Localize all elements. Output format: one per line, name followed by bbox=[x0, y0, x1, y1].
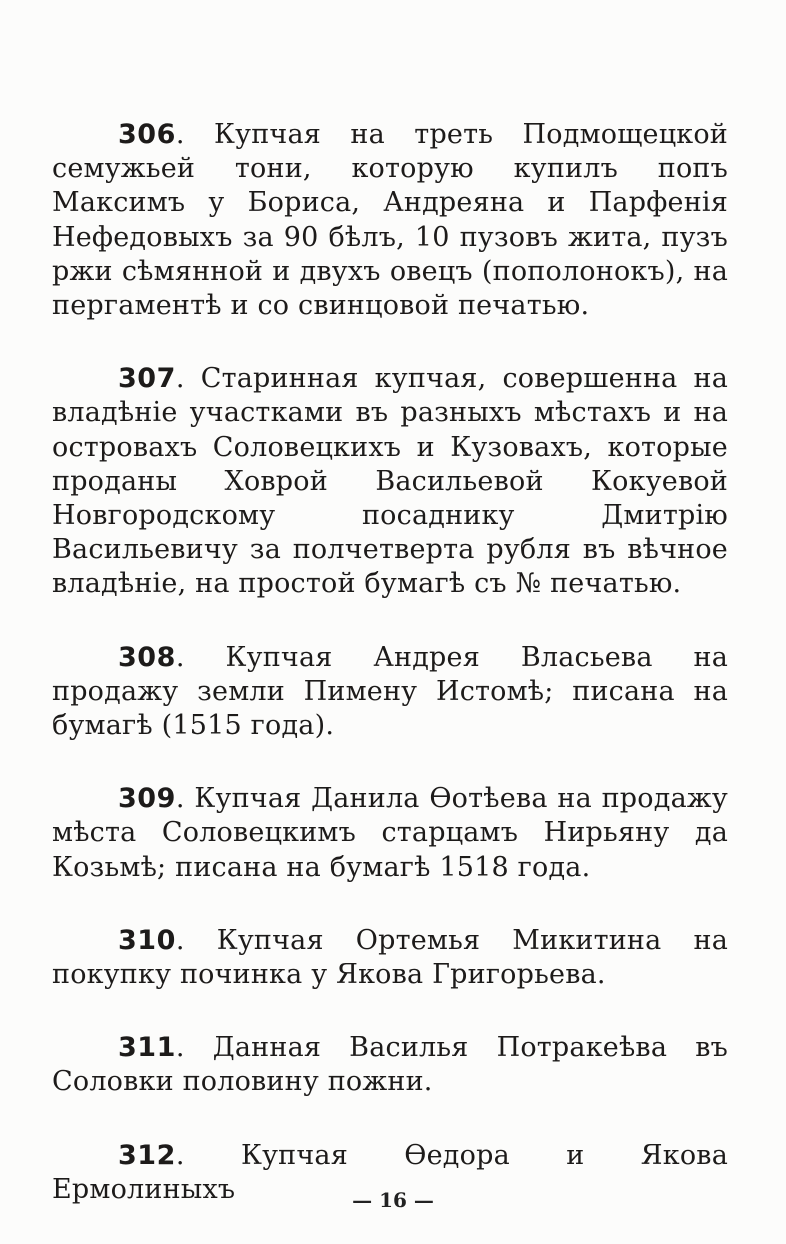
entry-306 bbox=[52, 118, 728, 323]
entries-list bbox=[52, 118, 728, 1207]
entry-number: 309 bbox=[118, 783, 176, 815]
entry-number: 308 bbox=[118, 641, 176, 673]
entry-text: . Данная Василья Потракеѣва въ Соловки половину пожни. bbox=[52, 1032, 728, 1098]
entry-number: 311 bbox=[118, 1032, 176, 1064]
entry-number: 310 bbox=[118, 924, 176, 956]
page-number: — 16 — bbox=[352, 1188, 434, 1212]
entry-309 bbox=[52, 782, 728, 885]
entry-text: . Старинная купчая, совершенна на владѣніе участками въ разныхъ мѣстахъ и на островахъ Соловецкихъ и Кузовахъ, которые проданы Ховрой Васильевой Кокуевой Новгородскому посаднику Дмитрію Васильевичу за полчетверта рубля въ вѣчное владѣніе, на простой бумагѣ съ № печатью. bbox=[52, 363, 728, 600]
entry-number: 307 bbox=[118, 363, 176, 395]
entry-text: . Купчая Ѳедора и Якова Ермолиныхъ bbox=[52, 1139, 728, 1205]
entry-text: . Купчая Андрея Власьева на продажу земли Пимену Истомѣ; писана на бумагѣ (1515 года). bbox=[52, 641, 728, 742]
entry-307 bbox=[52, 362, 728, 601]
entry-311 bbox=[52, 1031, 728, 1099]
entry-310 bbox=[52, 924, 728, 992]
entry-308 bbox=[52, 641, 728, 744]
entry-text: . Купчая на треть Подмощецкой семужьей тони, которую купилъ попъ Максимъ у Бориса, Андреяна и Парфенія Нефедовыхъ за 90 бѣлъ, 10 пузовъ жита, пузъ ржи сѣмянной и двухъ овецъ (пополонокъ), на пергаментѣ и со свинцовой печатью. bbox=[52, 119, 728, 322]
entry-number: 306 bbox=[118, 119, 176, 150]
entry-number: 312 bbox=[118, 1139, 176, 1171]
entry-text: . Купчая Данила Ѳотѣева на продажу мѣста Соловецкимъ старцамъ Нирьяну да Козьмѣ; писана на бумагѣ 1518 года. bbox=[52, 783, 728, 883]
entry-text: . Купчая Ортемья Микитина на покупку починка у Якова Григорьева. bbox=[52, 924, 728, 991]
